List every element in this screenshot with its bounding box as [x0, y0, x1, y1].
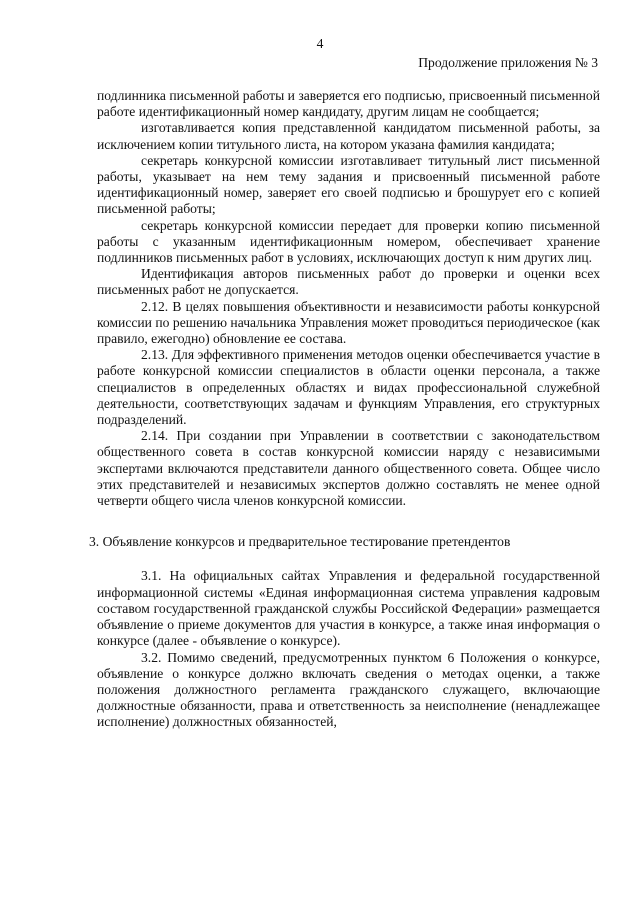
- section-heading: 3. Объявление конкурсов и предварительное тестирование претендентов: [89, 534, 511, 550]
- paragraph: изготавливается копия представленной кандидатом письменной работы, за исключением копии титульного листа, на котором указана фамилия кандидата;: [97, 120, 600, 152]
- paragraph: секретарь конкурсной комиссии изготавливает титульный лист письменной работы, указывает на нем тему задания и присвоенный письменной работе идентификационный номер, заверяет его своей подписью и брошурует его с копией письменной работы;: [97, 152, 600, 217]
- paragraph: подлинника письменной работы и заверяется его подписью, присвоенный письменной работе идентификационный номер кандидату, другим лицам не сообщается;: [97, 88, 600, 120]
- paragraph: 3.1. На официальных сайтах Управления и федеральной государственной информационной системы «Единая информационная система управления кадровым составом государственной гражданской службы Российской Федерации» размещается объявление о приеме документов для участия в конкурсе, а также иная информация о конкурсе (далее - объявление о конкурсе).: [97, 568, 600, 649]
- paragraph: 2.14. При создании при Управлении в соответствии с законодательством общественного совета в состав конкурсной комиссии наряду с независимыми экспертами включаются представители данного общественного совета. Общее число этих представителей и независимых экспертов должно составлять не менее одной четверти общего числа членов конкурсной комиссии.: [97, 428, 600, 509]
- appendix-label: Продолжение приложения № 3: [418, 55, 598, 70]
- paragraph: Идентификация авторов письменных работ до проверки и оценки всех письменных работ не допускается.: [97, 266, 600, 298]
- paragraph: 3.2. Помимо сведений, предусмотренных пунктом 6 Положения о конкурсе, объявление о конкурсе должно включать сведения о методах оценки, а также положения должностного регламента гражданского служащего, включающие должностные обязанности, права и ответственность за неисполнение (ненадлежащее исполнение) должностных обязанностей,: [97, 649, 600, 730]
- paragraph: секретарь конкурсной комиссии передает для проверки копию письменной работы с указанным идентификационным номером, обеспечивает хранение подлинников письменных работ в условиях, исключающих доступ к ним других лиц.: [97, 217, 600, 266]
- page-number: 4: [316, 36, 324, 51]
- document-body: [89, 88, 600, 731]
- paragraph: 2.13. Для эффективного применения методов оценки обеспечивается участие в работе конкурсной комиссии специалистов в области оценки персонала, а также специалистов в определенных областях и видах профессиональной служебной деятельности, соответствующих задачам и функциям Управления, его структурных подразделений.: [97, 347, 600, 428]
- paragraph: 2.12. В целях повышения объективности и независимости работы конкурсной комиссии по решению начальника Управления может проводиться периодическое (как правило, ежегодно) обновление ее состава.: [97, 298, 600, 347]
